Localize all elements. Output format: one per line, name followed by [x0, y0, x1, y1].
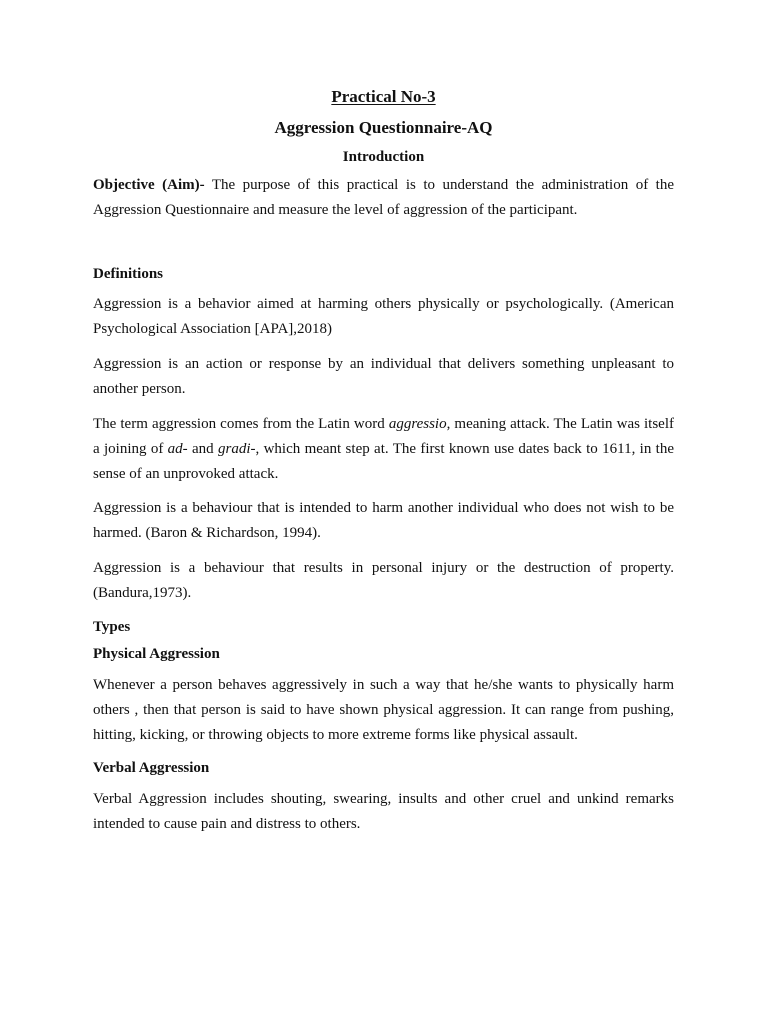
- definition-baron-richardson: Aggression is a behaviour that is intended to harm another individual who does not wish to be harmed. (Baron & Richardson, 1994).: [93, 500, 674, 541]
- verbal-aggression-paragraph: Verbal Aggression includes shouting, swearing, insults and other cruel and unkind remarks intended to cause pain and distress to others.: [93, 791, 674, 832]
- objective-label: Objective (Aim)-: [93, 177, 205, 193]
- definition-bandura: Aggression is a behaviour that results in personal injury or the destruction of property. (Bandura,1973).: [93, 560, 674, 601]
- etymology-part2: , meaning attack. The Latin was itself a joining of: [93, 416, 674, 457]
- physical-aggression-heading: Physical Aggression: [93, 646, 220, 662]
- page-title: [93, 86, 674, 108]
- definition-apa: Aggression is a behavior aimed at harming others physically or psychologically. (American Psychological Association [APA],2018): [93, 296, 674, 337]
- etymology-part4: , which meant step at. The first known use dates back to 1611, in the sense of an unprovoked attack.: [93, 441, 674, 482]
- etymology-part1: The term aggression comes from the Latin word: [93, 416, 389, 432]
- etymology-word-gradi: gradi-: [218, 441, 256, 457]
- page-title-text: Practical No-3: [331, 87, 436, 106]
- definition-etymology: [93, 412, 674, 487]
- objective-paragraph: [93, 173, 674, 223]
- definitions-heading: Definitions: [93, 266, 164, 282]
- etymology-word-aggressio: aggressio: [388, 416, 447, 432]
- verbal-aggression-heading: Verbal Aggression: [93, 760, 210, 776]
- document-subtitle: Aggression Questionnaire-AQ: [274, 118, 493, 137]
- etymology-word-ad: ad-: [167, 441, 188, 457]
- definition-action-response: Aggression is an action or response by an individual that delivers something unpleasant to another person.: [93, 356, 674, 397]
- physical-aggression-paragraph: Whenever a person behaves aggressively in such a way that he/she wants to physically harm others , then that person is said to have shown physical aggression. It can range from pushing, hitting, kicking, or throwing objects to more extreme forms like physical assault.: [93, 677, 674, 743]
- introduction-heading: Introduction: [342, 149, 425, 165]
- objective-text: The purpose of this practical is to understand the administration of the Aggression Questionnaire and measure the level of aggression of the participant.: [93, 177, 675, 218]
- types-heading: Types: [93, 619, 131, 635]
- etymology-part3: and: [187, 441, 218, 457]
- document-page: [93, 86, 674, 837]
